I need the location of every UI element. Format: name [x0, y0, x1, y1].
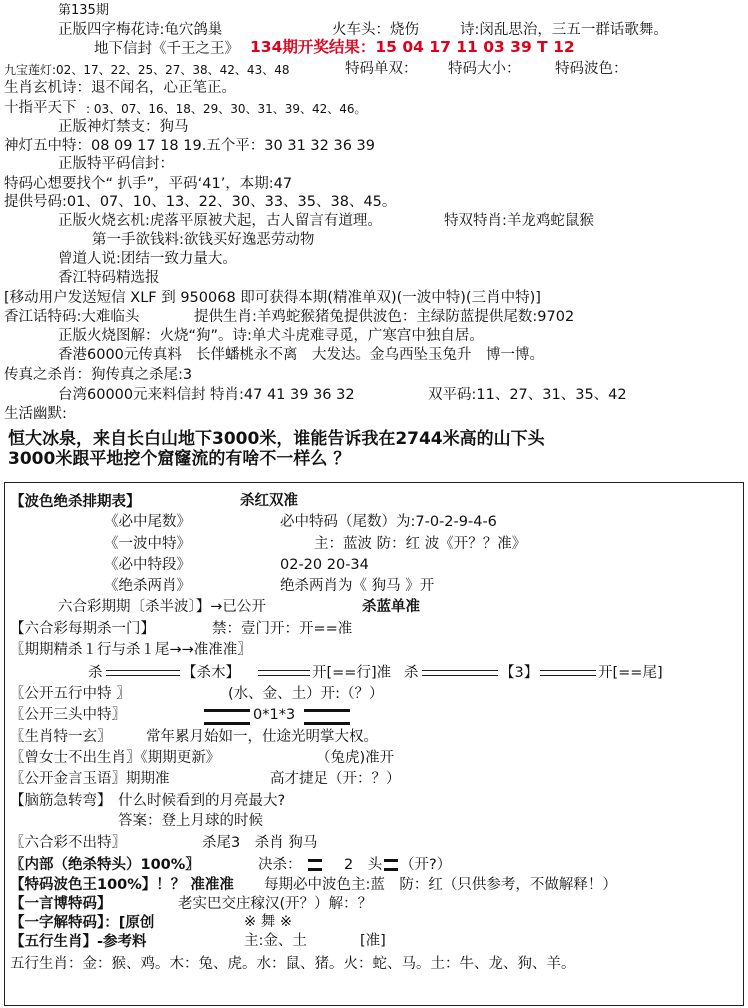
color-king-value: 每期必中波色主:蓝 防：红（只供参考，不做解释！）: [264, 877, 617, 893]
open-row: 开[==行]准: [312, 665, 392, 681]
triple-bar-right: [304, 709, 350, 725]
hk-fax-text: 长伴蟠桃永不离 大发达。金乌西坠玉兔升 博一博。: [196, 347, 544, 363]
open-question: （开?）: [400, 857, 452, 873]
must-tail-label: 《必中尾数》: [104, 514, 191, 530]
golden-words-label: 〖公开金言玉语〗期期准: [10, 771, 170, 787]
brain-teaser-question: 什么时候看到的月亮最大?: [118, 793, 286, 809]
three-heads-label: 〖公开三头中特〗: [10, 707, 126, 723]
not-special-label: 〖六合彩不出特〗: [10, 835, 126, 851]
taiwan-envelope: 台湾60000元来料信封: [58, 387, 206, 403]
kill-wood: 【杀木】: [182, 665, 240, 681]
equal-bar-2: [384, 859, 398, 871]
size-label: 特码大小：: [448, 61, 521, 77]
hk-fax-label: 香港6000元传真料: [58, 347, 182, 363]
joke-line-1: 恒大冰泉，来自长白山地下3000米，谁能告诉我在2744米高的山下头: [8, 429, 545, 449]
zodiac-poem: 生肖玄机诗：退不闻名，心正笔正。: [4, 80, 236, 96]
three-heads-value: 0*1*3: [253, 707, 296, 723]
one-char-label: 【一字解特码】：[原创: [10, 915, 155, 931]
kill-red-even: 杀红双准: [240, 493, 298, 509]
special-double: 特双特肖:羊龙鸡蛇鼠猴: [444, 213, 594, 229]
must-tail-value: 必中特码（尾数）为:7-0-2-9-4-6: [280, 514, 497, 530]
ms-zeng-value: （兔虎)准开: [316, 750, 395, 766]
provided-zodiac: 提供生肖:羊鸡蛇猴猪兔提供波色：主绿防蓝提供尾数:9702: [194, 309, 575, 325]
pickpocket-line: 特码心想要找个“ 扒手”，平码‘41’，本期:47: [4, 176, 293, 192]
decisive-kill: 决杀：: [258, 857, 302, 873]
kill-two-label: 《绝杀两肖》: [104, 578, 191, 594]
half-wave-label: 六合彩期期〔杀半波〕】→已公开: [58, 599, 266, 615]
one-wave-value: 主：蓝波 防：红 波《开？？准》: [314, 536, 527, 552]
taiwan-special: 特肖:47 41 39 36 32: [210, 387, 355, 403]
five-zodiac-main: 主:金、土: [244, 933, 307, 949]
taiwan-double-flat: 双平码:11、27、31、35、42: [428, 387, 627, 403]
kill-blue-odd: 杀蓝单准: [362, 599, 420, 615]
period-label: 第135期: [58, 3, 109, 18]
first-hand-material: 第一手欲钱料:欲钱买好逸恶劳动物: [92, 232, 315, 248]
flat-envelope: 正版特平码信封：: [58, 156, 174, 172]
underground-envelope: 地下信封《千王之王》: [94, 41, 239, 57]
plum-poem: 正版四字梅花诗:龟穴鸽巢: [58, 22, 223, 38]
one-wave-label: 《一波中特》: [104, 536, 191, 552]
ten-finger-numbers: : 03、07、16、18、29、30、31、39、42、46。: [86, 102, 367, 116]
zeng-says: 曾道人说:团结一致力量大。: [58, 251, 237, 267]
five-elements-label: 〖公开五行中特 〗: [10, 686, 131, 702]
color-king-label: 【特码波色王100%】！？ 准准准: [10, 877, 234, 893]
train-poem: 诗:闵乱思治，三五一群话歌舞。: [460, 22, 668, 38]
double-line-2: [258, 670, 310, 676]
equal-bar-1: [308, 859, 322, 871]
ms-zeng-label: 〖曾女士不出生肖〗《期期更新》: [10, 750, 221, 766]
must-range-value: 02-20 20-34: [280, 557, 369, 573]
one-word-value: 老实巴交庄稼汉(开？）解：？: [178, 896, 373, 912]
five-zodiac-accurate: [准]: [360, 933, 386, 949]
lamp-five-numbers: 神灯五中特：08 09 17 18 19.五个平：30 31 32 36 39: [4, 138, 375, 154]
double-line-1: [106, 670, 180, 676]
open-tail: 开[==尾]: [598, 665, 663, 681]
color-kill-title: 【波色绝杀排期表】: [10, 494, 141, 510]
double-line-4: [540, 670, 596, 676]
zodiac-mystery-value: 常年累月始如一，仕途光明掌大权。: [146, 729, 378, 745]
kill-one-door-value: 禁：壹门开：开==准: [212, 621, 353, 637]
sms-promo: [移动用户发送短信 XLF 到 950068 即可获得本期(精准单双)(一波中特)(三肖中特)]: [4, 290, 541, 306]
kill-two-value: 绝杀两肖为《 狗马 》开: [280, 578, 435, 594]
train-head: 火车头：烧伤: [332, 22, 419, 38]
kill-prefix-2: 杀: [404, 665, 419, 681]
lotus-lamp-numbers: 九宝莲灯:02、17、22、25、27、38、42、43、48: [4, 63, 290, 77]
xiangjiang-report: 香江特码精选报: [58, 270, 160, 286]
inner-kill-label: 〖内部（绝杀特头）100%〗: [10, 857, 200, 873]
ten-finger-label: 十指平天下: [4, 100, 77, 116]
five-zodiac-list: 五行生肖：金：猴、鸡。木：兔、虎。水：鼠、猪。火：蛇、马。土：牛、龙、狗、羊。: [10, 956, 576, 972]
kill-prefix-1: 杀: [88, 665, 103, 681]
double-line-3: [422, 670, 498, 676]
zodiac-mystery-label: 〖生肖特一玄〗: [10, 729, 112, 745]
kill-three: 【3】: [500, 665, 539, 681]
not-special-value: 杀尾3 杀肖 狗马: [202, 835, 318, 851]
must-range-label: 《必中特段》: [104, 557, 191, 573]
provided-numbers: 提供号码:01、07、10、13、22、30、33、35、38、45。: [4, 194, 397, 210]
lamp-forbidden: 正版神灯禁支：狗马: [58, 119, 189, 135]
five-elements-value: (水、金、土）开:（？）: [228, 686, 384, 702]
one-char-value: ※ 舞 ※: [244, 914, 293, 930]
brain-teaser-label: 【脑筋急转弯】: [10, 793, 112, 809]
xiangjiang-phrase: 香江话特码:大难临头: [4, 309, 140, 325]
five-zodiac-label: 【五行生肖】-参考料: [10, 934, 147, 950]
humor-label: 生活幽默:: [4, 406, 67, 422]
one-word-label: 【一言博特码】: [10, 896, 112, 912]
odd-even-label: 特码单双：: [345, 61, 418, 77]
kill-one-door: 【六合彩每期杀一门】: [10, 621, 155, 637]
kill-row-tail: 〖期期精杀１行与杀１尾→→准准准〗: [10, 642, 252, 658]
fax-kill: 传真之杀肖：狗传真之杀尾:3: [4, 367, 193, 383]
triple-bar-left: [204, 709, 250, 725]
color-label: 特码波色：: [555, 61, 628, 77]
two-head: 2 头: [344, 857, 383, 873]
fire-mystery: 正版火烧玄机:虎落平原被犬起，古人留言有道理。: [58, 213, 382, 229]
joke-line-2: 3000米跟平地挖个窟窿流的有啥不一样么 ？: [8, 449, 351, 469]
draw-result: 134期开奖结果：15 04 17 11 03 39 T 12: [250, 38, 575, 56]
golden-words-value: 高才捷足（开：？）: [270, 771, 401, 787]
brain-teaser-answer: 答案：登上月球的时候: [118, 813, 263, 829]
fire-diagram: 正版火烧图解：火烧“狗”。诗:单犬斗虎难寻觅，广寒宫中独自居。: [58, 328, 484, 344]
